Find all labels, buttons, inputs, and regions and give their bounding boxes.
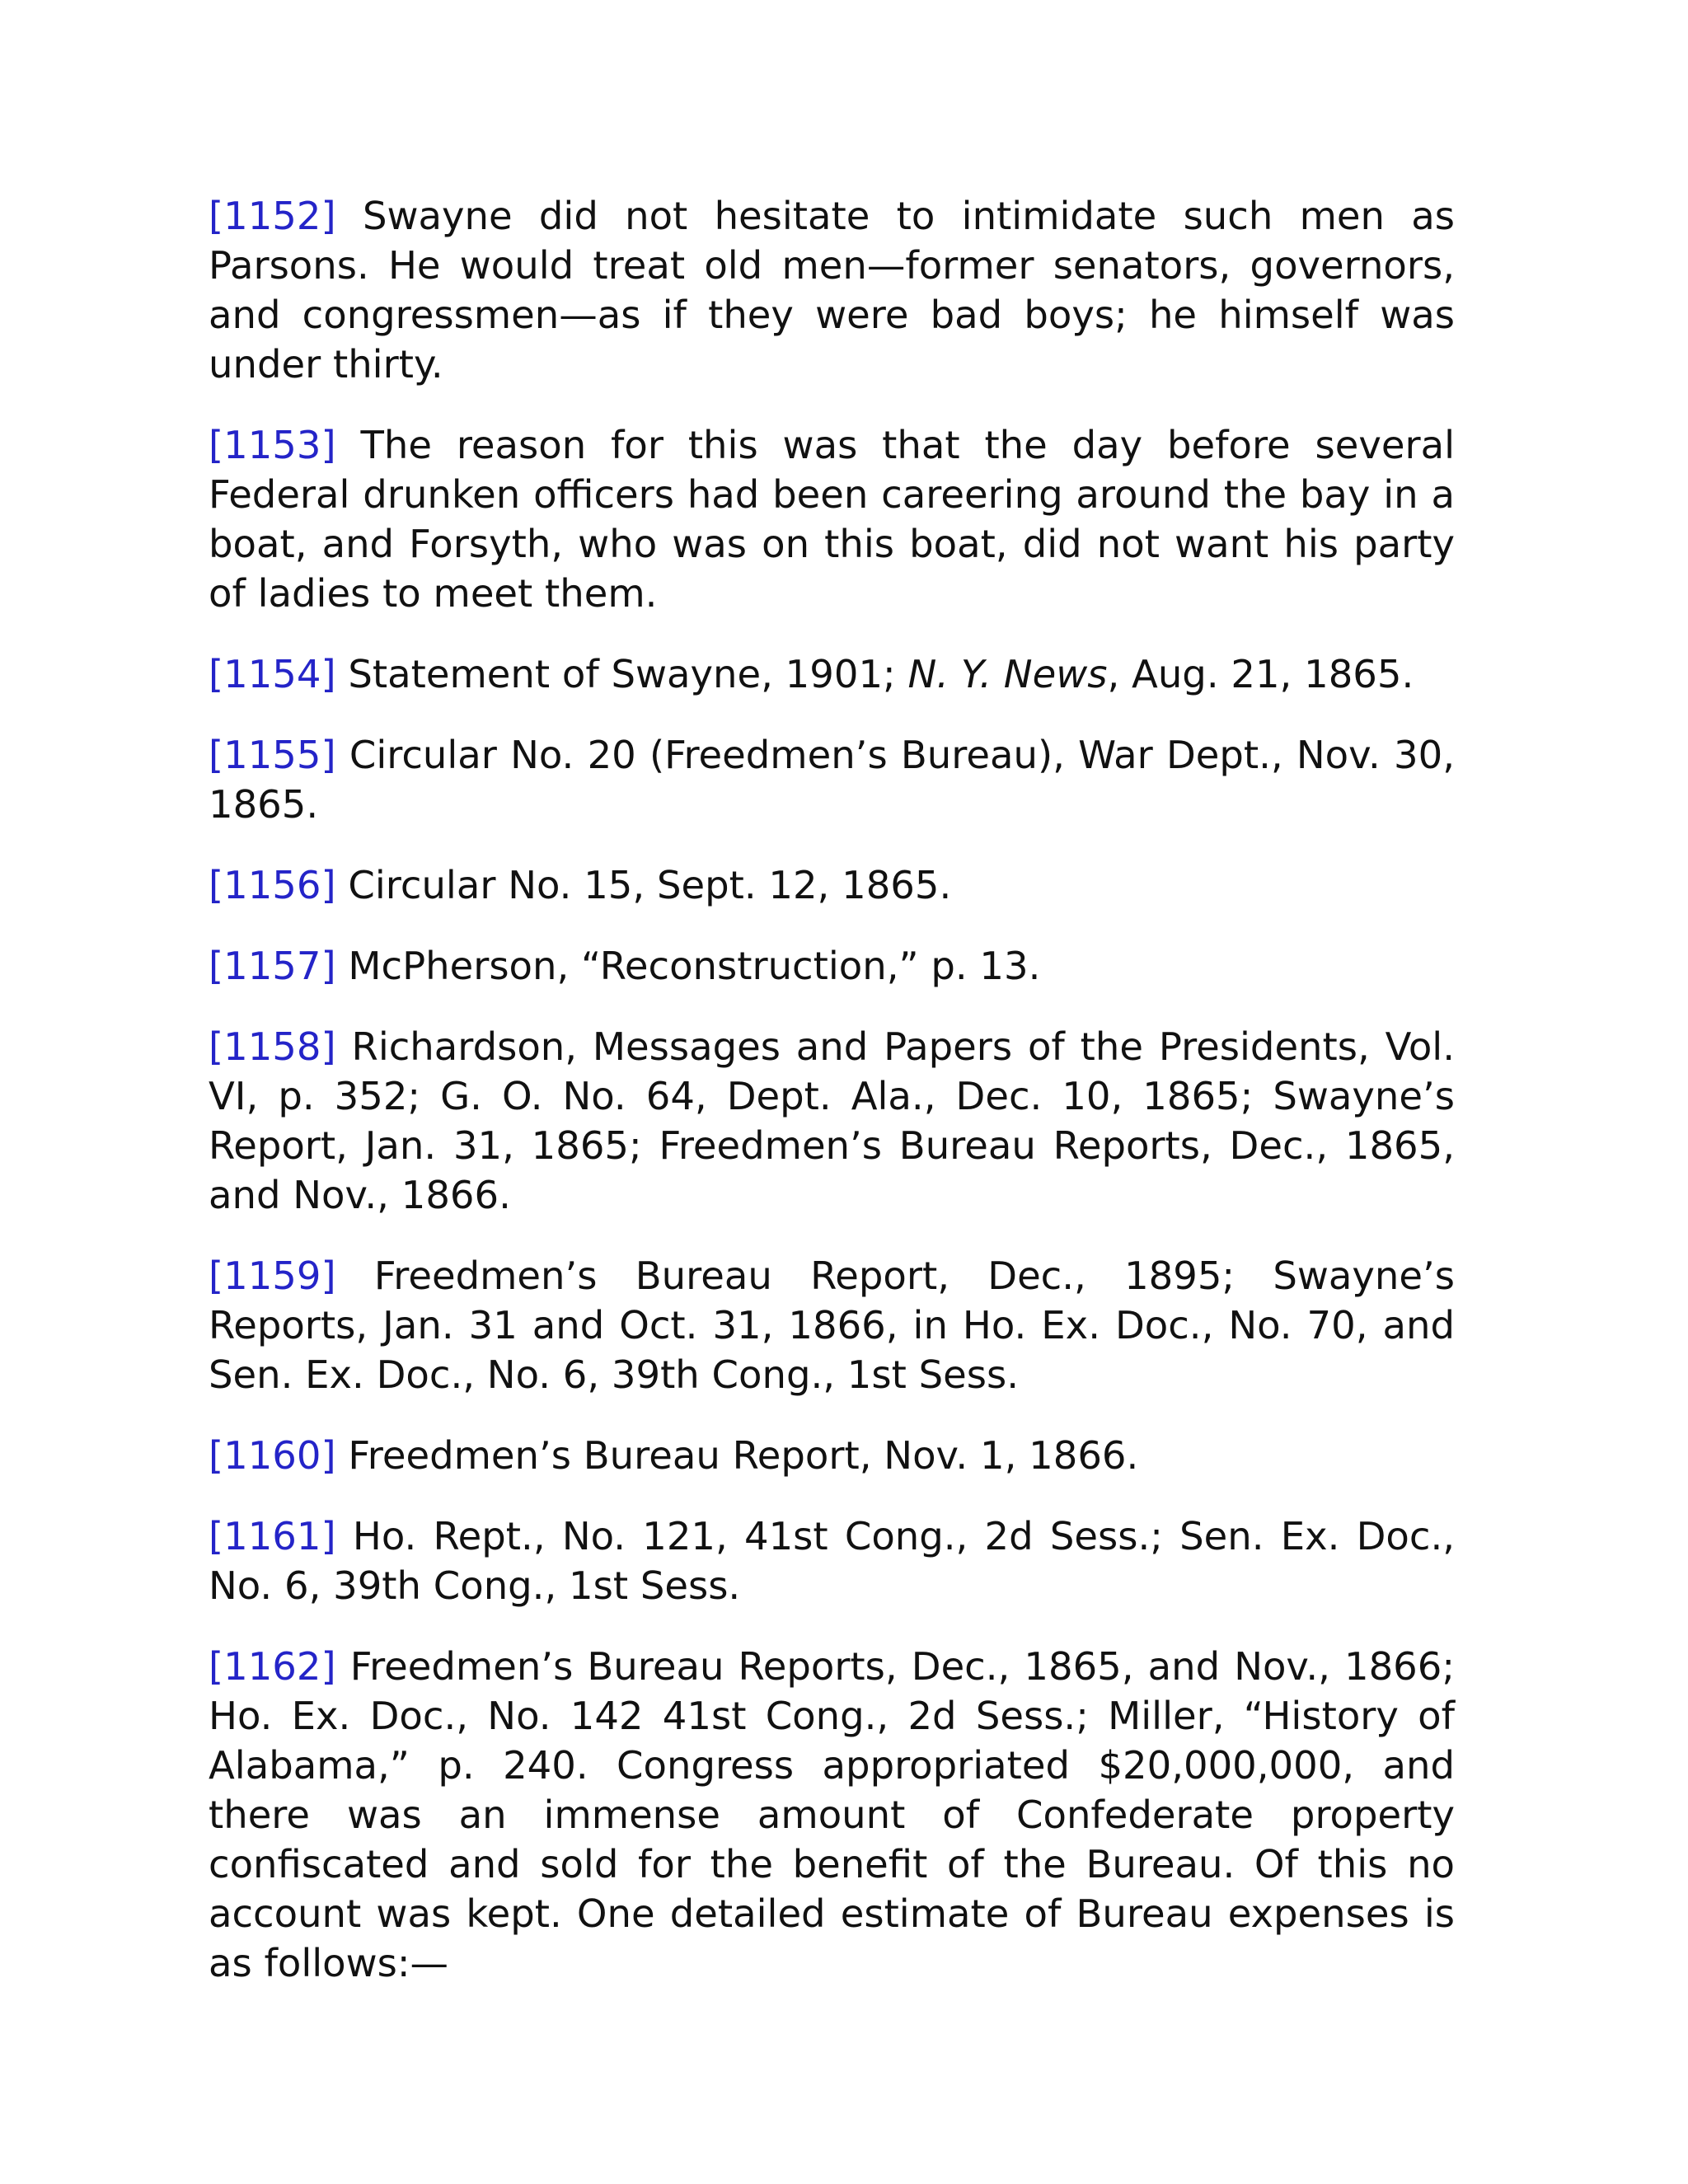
footnote-text: Ho. Rept., No. 121, 41st Cong., 2d Sess.; Sen. Ex. Doc., No. 6, 39th Cong., 1st Sess. bbox=[209, 1514, 1456, 1608]
footnote-ref-link[interactable]: [1155] bbox=[209, 733, 336, 777]
footnote-ref-link[interactable]: [1156] bbox=[209, 863, 336, 907]
footnote-ref-link[interactable]: [1157] bbox=[209, 944, 336, 988]
footnote-ref-link[interactable]: [1154] bbox=[209, 652, 336, 696]
footnote-text: Swayne did not hesitate to intimidate such men as Parsons. He would treat old men—former senators, governors, and congressmen—as if they were bad boys; he himself was under thirty. bbox=[209, 194, 1456, 387]
footnote-1159 bbox=[209, 1251, 1455, 1399]
footnote-1160 bbox=[209, 1431, 1455, 1480]
footnote-ref-link[interactable]: [1162] bbox=[209, 1644, 336, 1689]
footnote-ref-link[interactable]: [1160] bbox=[209, 1433, 336, 1478]
footnotes-page bbox=[209, 191, 1455, 2019]
footnote-ref-link[interactable]: [1159] bbox=[209, 1254, 336, 1298]
footnote-1162 bbox=[209, 1642, 1455, 1988]
footnote-ref-link[interactable]: [1152] bbox=[209, 194, 336, 238]
footnote-text: Circular No. 15, Sept. 12, 1865. bbox=[348, 863, 952, 907]
footnote-text: Circular No. 20 (Freedmen’s Bureau), War Dept., Nov. 30, 1865. bbox=[209, 733, 1455, 827]
footnote-ref-link[interactable]: [1153] bbox=[209, 423, 336, 467]
footnote-text: Richardson, Messages and Papers of the Presidents, Vol. VI, p. 352; G. O. No. 64, Dept. Ala., Dec. 10, 1865; Swayne’s Report, Jan. 31, 1865; Freedmen’s Bureau Reports, Dec., 1865, and Nov., 1866. bbox=[209, 1024, 1456, 1217]
footnote-text: Statement of Swayne, 1901; bbox=[348, 652, 896, 696]
footnote-1156 bbox=[209, 860, 1455, 910]
footnote-1153 bbox=[209, 420, 1455, 618]
footnote-1158 bbox=[209, 1022, 1455, 1220]
footnote-1152 bbox=[209, 191, 1455, 389]
footnote-text: The reason for this was that the day before several Federal drunken officers had been careering around the bay in a boat, and Forsyth, who was on this boat, did not want his party of ladies to meet them. bbox=[209, 423, 1455, 616]
footnote-ref-link[interactable]: [1158] bbox=[209, 1024, 336, 1069]
footnote-text: Freedmen’s Bureau Reports, Dec., 1865, and Nov., 1866; Ho. Ex. Doc., No. 142 41st Cong., 2d Sess.; Miller, “History of Alabama,” p. 240. Congress appropriated $20,000,000, and there was an immense amount of Confederate property confiscated and sold for the benefit of the Bureau. Of this no account was kept. One detailed estimate of Bureau expenses is as follows:— bbox=[209, 1644, 1455, 1985]
footnote-1154 bbox=[209, 649, 1455, 699]
footnote-ref-link[interactable]: [1161] bbox=[209, 1514, 336, 1558]
footnote-text: Freedmen’s Bureau Report, Dec., 1895; Swayne’s Reports, Jan. 31 and Oct. 31, 1866, in Ho. Ex. Doc., No. 70, and Sen. Ex. Doc., No. 6, 39th Cong., 1st Sess. bbox=[209, 1254, 1455, 1397]
footnote-1161 bbox=[209, 1511, 1455, 1610]
footnote-1155 bbox=[209, 730, 1455, 829]
footnote-text: Freedmen’s Bureau Report, Nov. 1, 1866. bbox=[348, 1433, 1139, 1478]
footnote-text: , Aug. 21, 1865. bbox=[1107, 652, 1414, 696]
footnote-text: McPherson, “Reconstruction,” p. 13. bbox=[348, 944, 1041, 988]
footnote-italic-title: N. Y. News bbox=[907, 652, 1108, 696]
footnote-1157 bbox=[209, 941, 1455, 991]
